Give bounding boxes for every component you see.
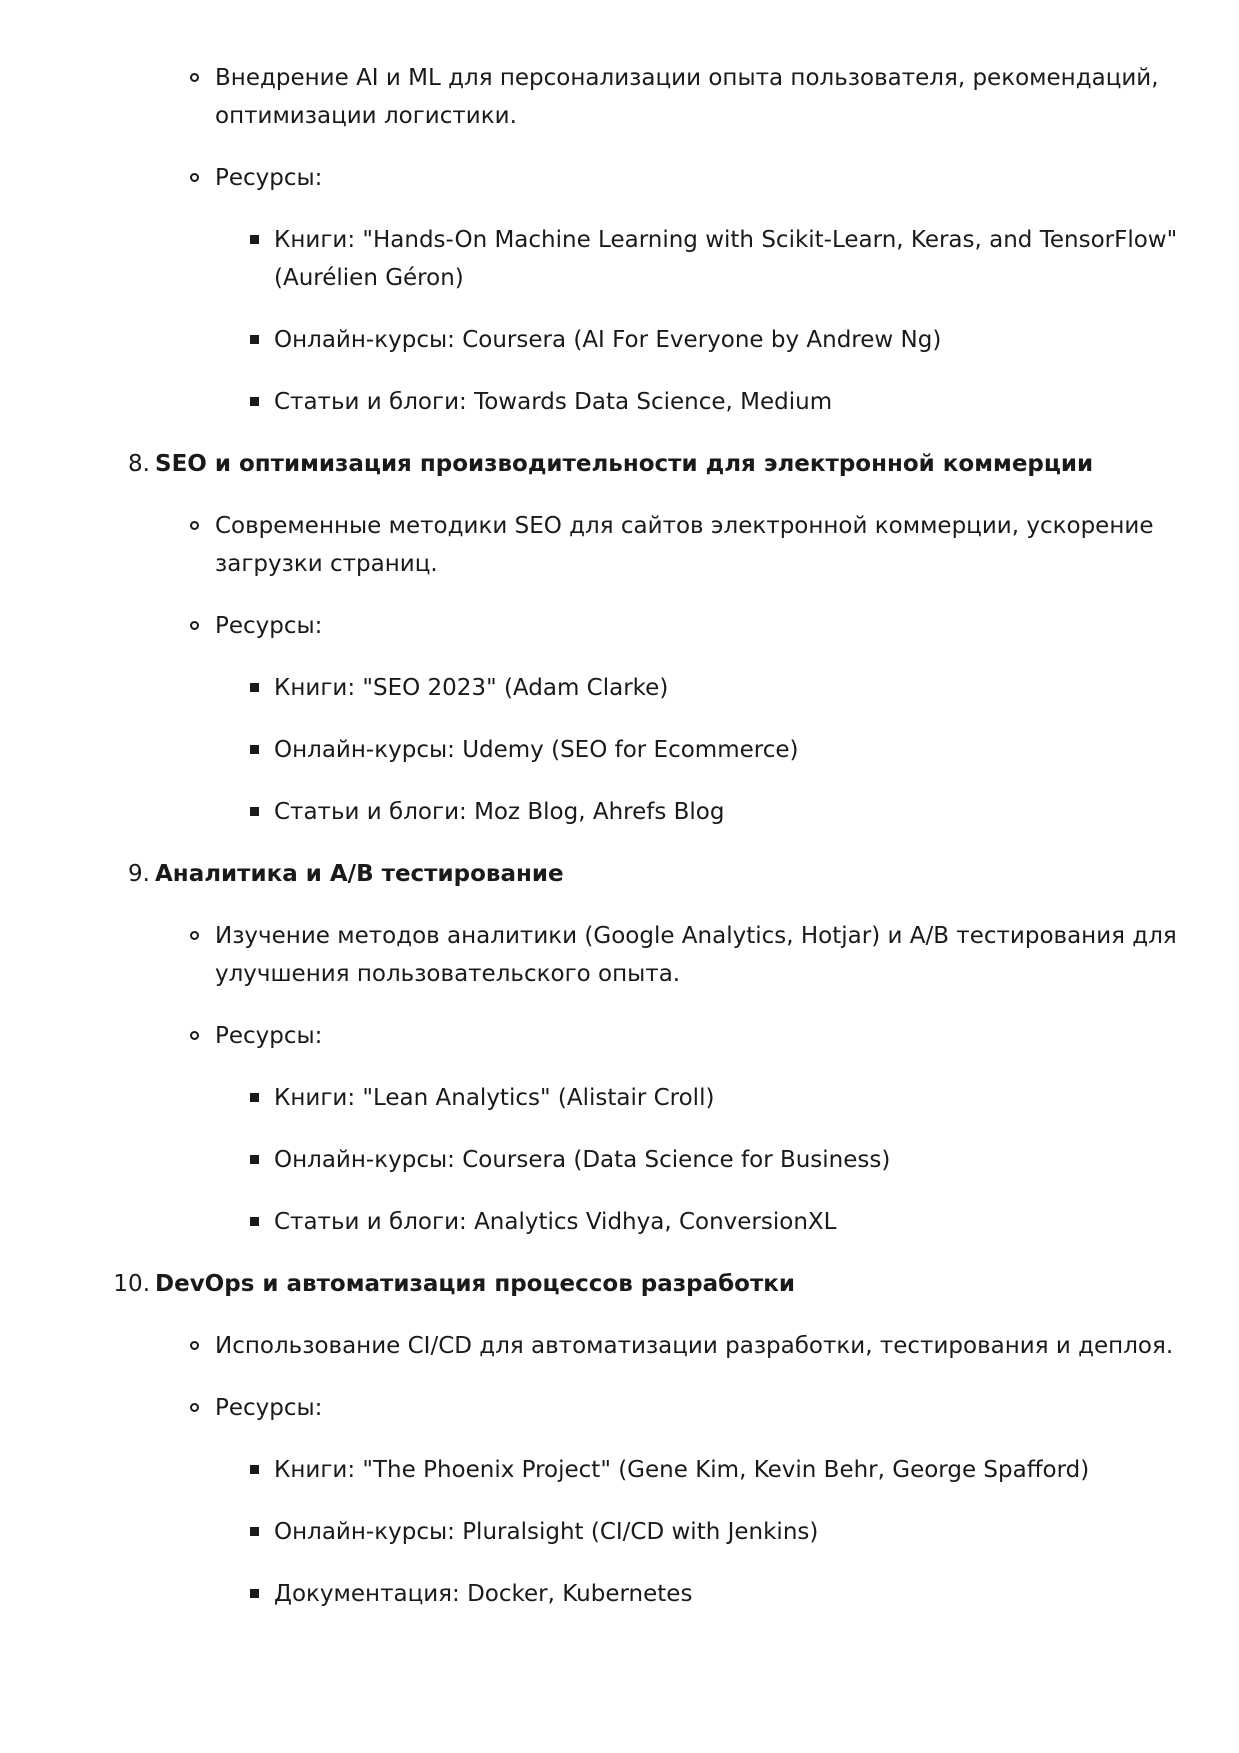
circle-bullet-icon bbox=[190, 621, 199, 630]
s9-intro-line1: Изучение методов аналитики (Google Analytics, Hotjar) и A/B тестирования для bbox=[215, 923, 1177, 949]
circle-bullet-icon bbox=[190, 931, 199, 940]
s9-blogs: Статьи и блоги: Analytics Vidhya, ConversionXL bbox=[274, 1209, 837, 1235]
s8-courses: Онлайн-курсы: Udemy (SEO for Ecommerce) bbox=[274, 737, 799, 763]
square-bullet-icon bbox=[250, 1465, 259, 1474]
s7-books-line2: (Aurélien Géron) bbox=[274, 265, 464, 291]
s10-intro-line1: Использование CI/CD для автоматизации разработки, тестирования и деплоя. bbox=[215, 1333, 1174, 1359]
s10-docs: Документация: Docker, Kubernetes bbox=[274, 1581, 693, 1607]
s7-books-line1: Книги: "Hands-On Machine Learning with Scikit-Learn, Keras, and TensorFlow" bbox=[274, 227, 1178, 253]
square-bullet-icon bbox=[250, 1589, 259, 1598]
s8-number: 8. bbox=[128, 451, 150, 477]
square-bullet-icon bbox=[250, 1093, 259, 1102]
square-bullet-icon bbox=[250, 683, 259, 692]
s10-number: 10. bbox=[113, 1271, 150, 1297]
s8-blogs: Статьи и блоги: Moz Blog, Ahrefs Blog bbox=[274, 799, 725, 825]
s10-resources-label: Ресурсы: bbox=[215, 1395, 323, 1421]
s10-books: Книги: "The Phoenix Project" (Gene Kim, Kevin Behr, George Spafford) bbox=[274, 1457, 1090, 1483]
s7-intro-line1: Внедрение AI и ML для персонализации опыта пользователя, рекомендаций, bbox=[215, 65, 1159, 91]
circle-bullet-icon bbox=[190, 521, 199, 530]
square-bullet-icon bbox=[250, 1527, 259, 1536]
s9-number: 9. bbox=[128, 861, 150, 887]
s8-intro-line1: Современные методики SEO для сайтов электронной коммерции, ускорение bbox=[215, 513, 1154, 539]
s9-title: Аналитика и A/B тестирование bbox=[155, 861, 564, 887]
circle-bullet-icon bbox=[190, 1341, 199, 1350]
s9-resources-label: Ресурсы: bbox=[215, 1023, 323, 1049]
s8-books: Книги: "SEO 2023" (Adam Clarke) bbox=[274, 675, 669, 701]
s8-title: SEO и оптимизация производительности для электронной коммерции bbox=[155, 451, 1094, 477]
square-bullet-icon bbox=[250, 807, 259, 816]
s7-resources-label: Ресурсы: bbox=[215, 165, 323, 191]
square-bullet-icon bbox=[250, 235, 259, 244]
s7-blogs: Статьи и блоги: Towards Data Science, Medium bbox=[274, 389, 833, 415]
circle-bullet-icon bbox=[190, 1031, 199, 1040]
square-bullet-icon bbox=[250, 335, 259, 344]
s10-courses: Онлайн-курсы: Pluralsight (CI/CD with Jenkins) bbox=[274, 1519, 819, 1545]
s7-courses: Онлайн-курсы: Coursera (AI For Everyone by Andrew Ng) bbox=[274, 327, 942, 353]
s9-courses: Онлайн-курсы: Coursera (Data Science for Business) bbox=[274, 1147, 891, 1173]
s9-books: Книги: "Lean Analytics" (Alistair Croll) bbox=[274, 1085, 715, 1111]
s9-intro-line2: улучшения пользовательского опыта. bbox=[215, 961, 681, 987]
square-bullet-icon bbox=[250, 745, 259, 754]
square-bullet-icon bbox=[250, 1155, 259, 1164]
square-bullet-icon bbox=[250, 397, 259, 406]
circle-bullet-icon bbox=[190, 73, 199, 82]
square-bullet-icon bbox=[250, 1217, 259, 1226]
s10-title: DevOps и автоматизация процессов разработки bbox=[155, 1271, 796, 1297]
circle-bullet-icon bbox=[190, 173, 199, 182]
s7-intro-line2: оптимизации логистики. bbox=[215, 103, 517, 129]
s8-intro-line2: загрузки страниц. bbox=[215, 551, 438, 577]
circle-bullet-icon bbox=[190, 1403, 199, 1412]
s8-resources-label: Ресурсы: bbox=[215, 613, 323, 639]
